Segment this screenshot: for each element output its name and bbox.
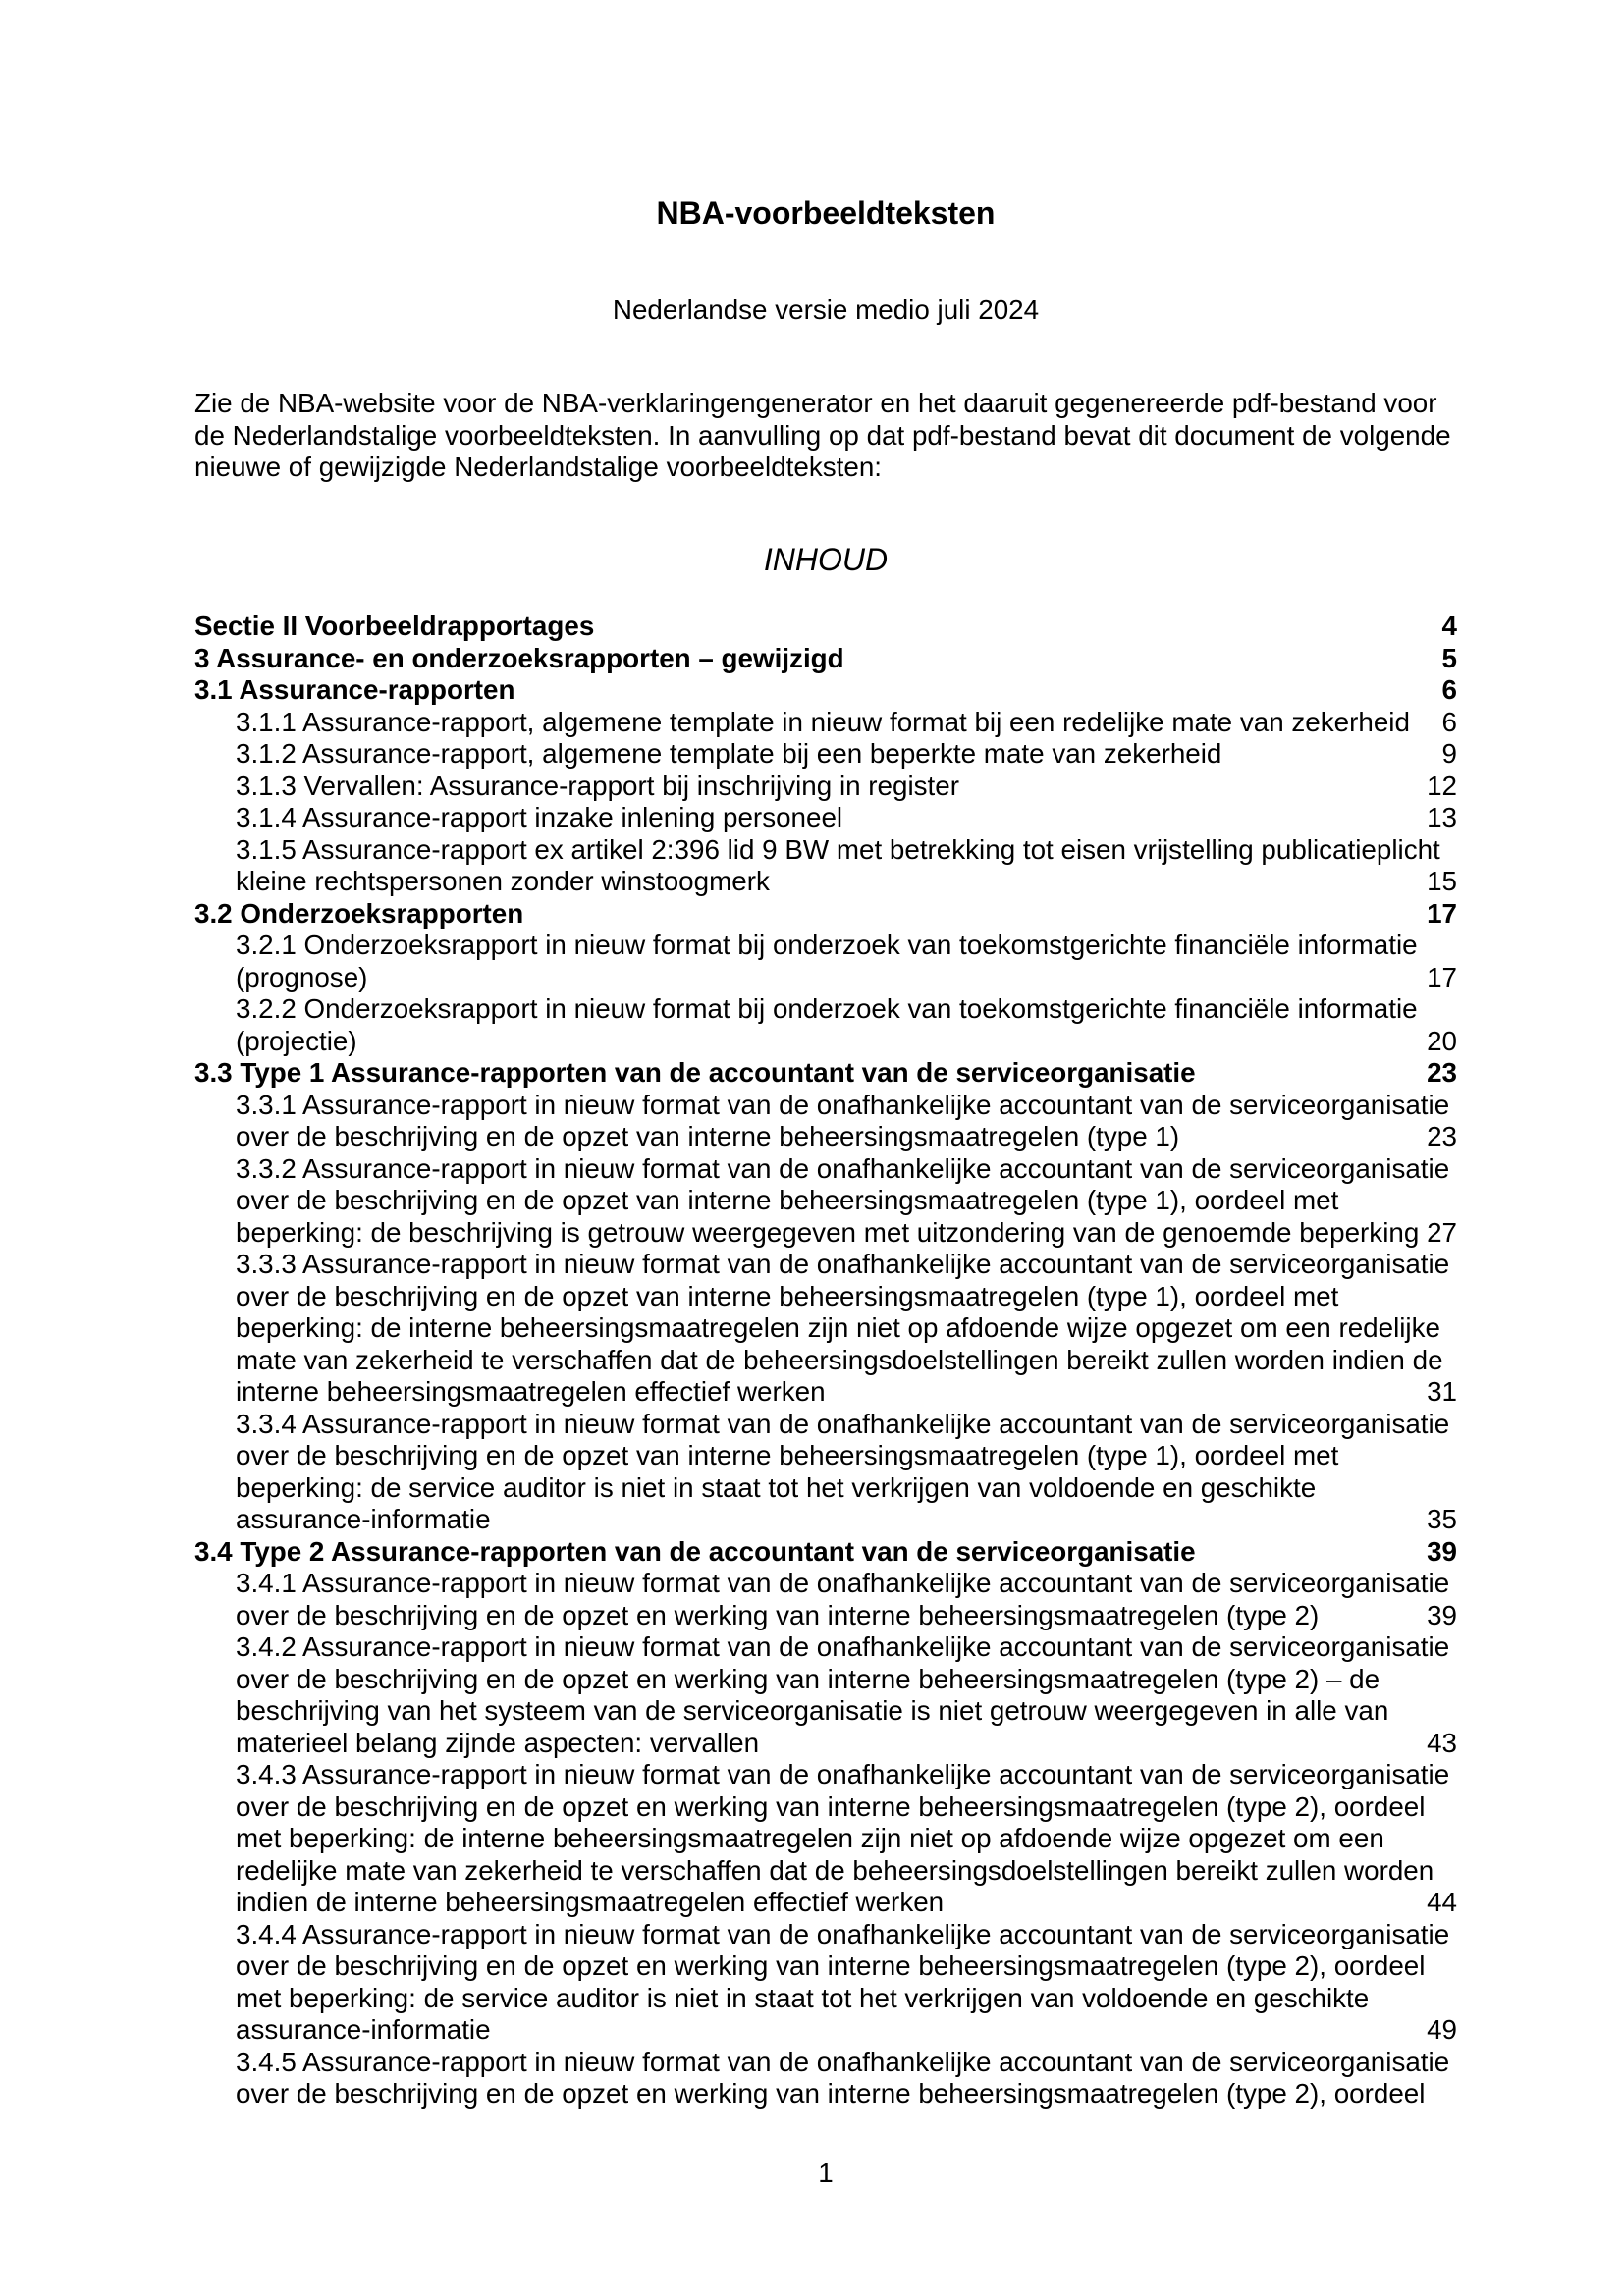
toc-entry-label: 3.4.2 Assurance-rapport in nieuw format van de onafhankelijke accountant van de serviceorganisatie over de beschrijving en de opzet en werking van interne beheersingsmaatregelen (type 2) – de beschrijving van het systeem van de serviceorganisatie is niet getrouw weergegeven in alle van materieel belang zijnde aspecten: vervallen — [236, 1631, 1450, 1758]
table-of-contents — [194, 611, 1457, 2110]
document-title: NBA-voorbeeldteksten — [656, 195, 996, 231]
toc-entry-label: 3.1.5 Assurance-rapport ex artikel 2:396 lid 9 BW met betrekking tot eisen vrijstelling publicatieplicht kleine rechtspersonen zonder winstoogmerk — [236, 833, 1440, 896]
toc-entry-label: 3.1.2 Assurance-rapport, algemene template bij een beperkte mate van zekerheid — [236, 738, 1222, 769]
toc-entry — [194, 1631, 1457, 1759]
toc-entry — [194, 2047, 1457, 2110]
toc-entry-page: 5 — [1441, 642, 1457, 673]
toc-entry — [194, 993, 1457, 1057]
toc-entry-label: 3.4.1 Assurance-rapport in nieuw format van de onafhankelijke accountant van de serviceorganisatie over de beschrijving en de opzet en werking van interne beheersingsmaatregelen (type 2) — [236, 1568, 1450, 1630]
toc-entry — [194, 1759, 1457, 1919]
toc-entry-page: 12 — [1427, 770, 1457, 801]
toc-entry-page: 17 — [1427, 897, 1457, 929]
toc-entry-page: 23 — [1427, 1057, 1457, 1088]
toc-entry — [194, 1057, 1457, 1090]
toc-entry-label: 3.3 Type 1 Assurance-rapporten van de accountant van de serviceorganisatie — [194, 1057, 1196, 1088]
toc-entry-page: 31 — [1427, 1376, 1457, 1407]
toc-entry-label: 3.2.1 Onderzoeksrapport in nieuw format bij onderzoek van toekomstgerichte financiële informatie (prognose) — [236, 930, 1418, 992]
toc-entry-label: 3.3.4 Assurance-rapport in nieuw format van de onafhankelijke accountant van de serviceorganisatie over de beschrijving en de opzet van interne beheersingsmaatregelen (type 1), oordeel met beperking: de service auditor is niet in staat tot het verkrijgen van voldoende en geschikte assurance-informatie — [236, 1408, 1450, 1534]
intro-paragraph: Zie de NBA-website voor de NBA-verklaringengenerator en het daaruit gegenereerde pdf-bestand voor de Nederlandstalige voorbeeldteksten. In aanvulling op dat pdf-bestand bevat dit document de volgende nieuwe of gewijzigde Nederlandstalige voorbeeldteksten: — [194, 388, 1451, 482]
toc-entry-page: 13 — [1427, 802, 1457, 832]
toc-entry-label: 3.4.5 Assurance-rapport in nieuw format van de onafhankelijke accountant van de serviceorganisatie over de beschrijving en de opzet en werking van interne beheersingsmaatregelen (type 2), oordeel — [236, 2046, 1450, 2109]
toc-entry — [194, 930, 1457, 993]
toc-entry — [194, 707, 1457, 739]
toc-entry — [194, 1090, 1457, 1153]
toc-entry — [194, 802, 1457, 834]
toc-entry-label: 3.3.2 Assurance-rapport in nieuw format van de onafhankelijke accountant van de serviceorganisatie over de beschrijving en de opzet van interne beheersingsmaatregelen (type 1), oordeel met beperking: de beschrijving is getrouw weergegeven met uitzondering van de genoemde beperking — [236, 1152, 1450, 1248]
toc-entry-label: 3.3.1 Assurance-rapport in nieuw format van de onafhankelijke accountant van de serviceorganisatie over de beschrijving en de opzet van interne beheersingsmaatregelen (type 1) — [236, 1089, 1450, 1151]
toc-entry-label: 3.2 Onderzoeksrapporten — [194, 897, 524, 929]
toc-entry — [194, 771, 1457, 803]
toc-entry — [194, 1153, 1457, 1250]
toc-entry-page: 6 — [1441, 706, 1457, 737]
toc-entry — [194, 834, 1457, 898]
toc-entry-page: 39 — [1427, 1599, 1457, 1630]
page-number-footer: 1 — [818, 2158, 834, 2188]
toc-heading: INHOUD — [763, 542, 889, 577]
toc-entry-page: 20 — [1427, 1025, 1457, 1056]
toc-entry-label: 3.1.1 Assurance-rapport, algemene template in nieuw format bij een redelijke mate van zekerheid — [236, 706, 1410, 737]
toc-entry-label: 3.1 Assurance-rapporten — [194, 674, 515, 705]
toc-entry-page: 4 — [1441, 611, 1457, 641]
toc-entry-page: 17 — [1427, 961, 1457, 992]
toc-entry — [194, 674, 1457, 707]
toc-entry — [194, 738, 1457, 771]
toc-entry-label: 3.4.3 Assurance-rapport in nieuw format van de onafhankelijke accountant van de serviceorganisatie over de beschrijving en de opzet en werking van interne beheersingsmaatregelen (type 2), oordeel met beperking: de interne beheersingsmaatregelen zijn niet op afdoende wijze opgezet om een redelijke mate van zekerheid te verschaffen dat de beheersingsdoelstellingen bereikt zullen worden indien de interne beheersingsmaatregelen effectief werken — [236, 1759, 1450, 1917]
toc-entry-label: 3.4.4 Assurance-rapport in nieuw format van de onafhankelijke accountant van de serviceorganisatie over de beschrijving en de opzet en werking van interne beheersingsmaatregelen (type 2), oordeel met beperking: de service auditor is niet in staat tot het verkrijgen van voldoende en geschikte assurance-informatie — [236, 1918, 1450, 2045]
toc-entry-page: 43 — [1427, 1727, 1457, 1758]
toc-entry — [194, 1568, 1457, 1631]
toc-entry-label: 3 Assurance- en onderzoeksrapporten – gewijzigd — [194, 642, 844, 673]
toc-entry — [194, 1919, 1457, 2047]
toc-entry-label: 3.4 Type 2 Assurance-rapporten van de accountant van de serviceorganisatie — [194, 1535, 1196, 1567]
toc-entry-label: 3.1.3 Vervallen: Assurance-rapport bij inschrijving in register — [236, 770, 959, 801]
toc-entry-page: 44 — [1427, 1887, 1457, 1917]
toc-entry-page: 39 — [1427, 1535, 1457, 1567]
toc-entry — [194, 898, 1457, 931]
toc-entry-page: 27 — [1427, 1216, 1457, 1248]
toc-entry-label: Sectie II Voorbeeldrapportages — [194, 611, 595, 641]
toc-entry-label: 3.3.3 Assurance-rapport in nieuw format van de onafhankelijke accountant van de serviceorganisatie over de beschrijving en de opzet van interne beheersingsmaatregelen (type 1), oordeel met beperking: de interne beheersingsmaatregelen zijn niet op afdoende wijze opgezet om een redelijke mate van zekerheid te verschaffen dat de beheersingsdoelstellingen bereikt zullen worden indien de interne beheersingsmaatregelen effectief werken — [236, 1249, 1450, 1407]
toc-entry-page: 23 — [1427, 1121, 1457, 1151]
toc-entry-page: 6 — [1441, 674, 1457, 705]
toc-entry — [194, 1536, 1457, 1569]
toc-entry-page: 35 — [1427, 1504, 1457, 1534]
toc-entry-label: 3.1.4 Assurance-rapport inzake inlening personeel — [236, 802, 843, 832]
toc-entry-label: 3.2.2 Onderzoeksrapport in nieuw format bij onderzoek van toekomstgerichte financiële informatie (projectie) — [236, 993, 1418, 1056]
document-subtitle: Nederlandse versie medio juli 2024 — [612, 294, 1040, 325]
toc-entry — [194, 1409, 1457, 1536]
toc-entry-page: 9 — [1441, 738, 1457, 769]
toc-entry-page: 15 — [1427, 866, 1457, 896]
toc-entry — [194, 611, 1457, 643]
toc-entry — [194, 643, 1457, 675]
toc-entry-page: 49 — [1427, 2014, 1457, 2045]
toc-entry — [194, 1249, 1457, 1409]
